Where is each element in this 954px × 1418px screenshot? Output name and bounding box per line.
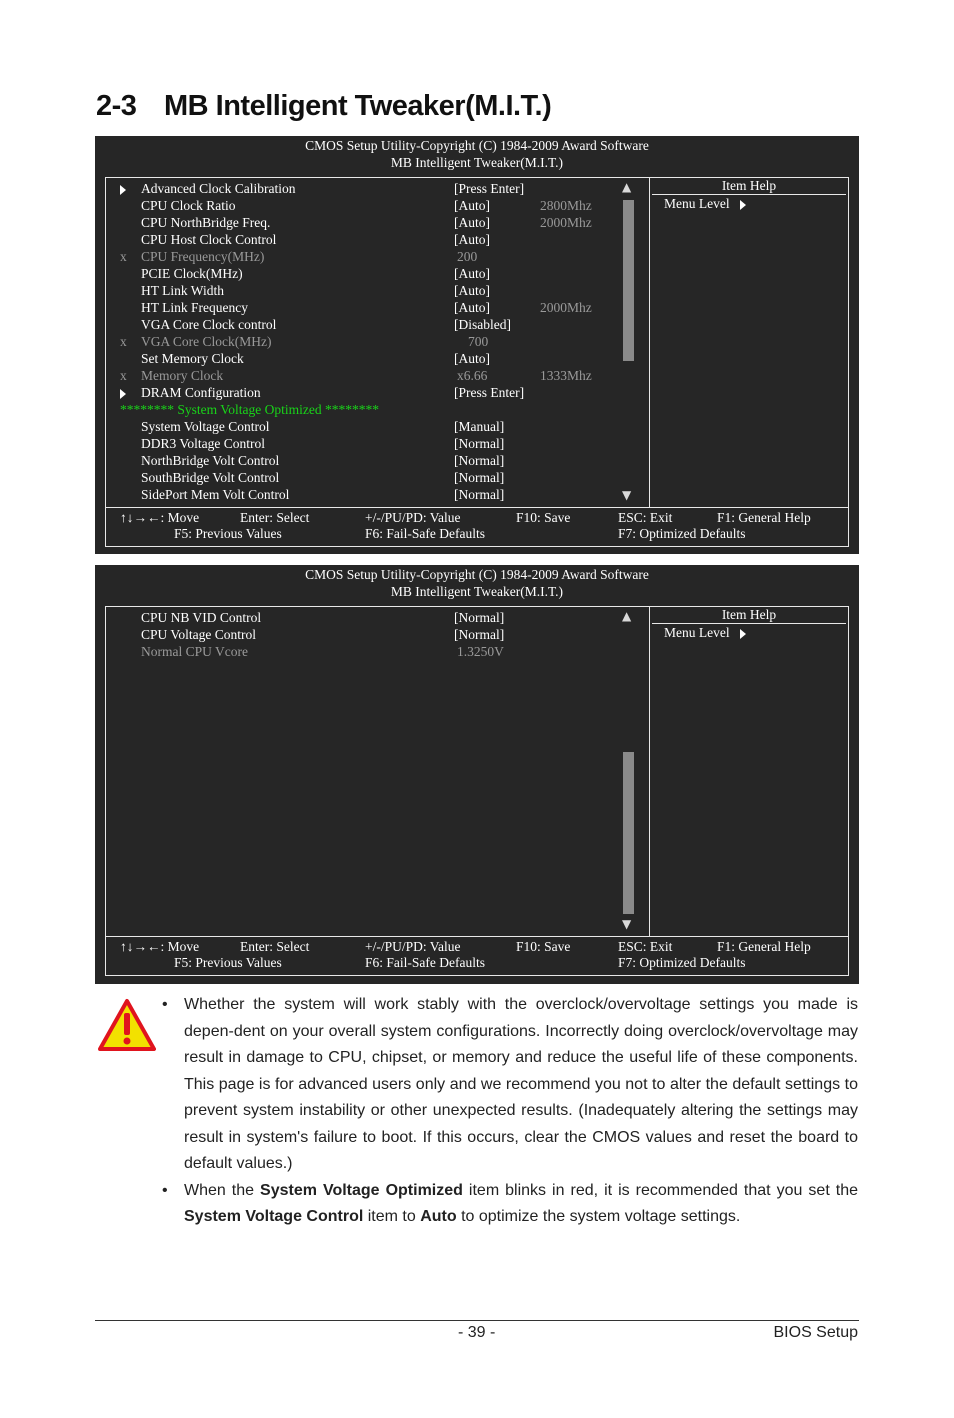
setting-label: Advanced Clock Calibration (141, 181, 296, 196)
key-failsafe: F6: Fail-Safe Defaults (365, 526, 485, 541)
setting-current-value: 1333Mhz (540, 368, 592, 383)
setting-label: NorthBridge Volt Control (141, 453, 280, 468)
bios-copyright: CMOS Setup Utility-Copyright (C) 1984-2009 Award Software (305, 567, 649, 582)
setting-value: [Auto] (454, 283, 490, 298)
bios-screen-1 (95, 136, 859, 554)
setting-label: CPU NB VID Control (141, 610, 262, 625)
divider (649, 607, 650, 936)
disabled-mark: x (120, 368, 127, 383)
bios-header (95, 565, 859, 600)
key-select: Enter: Select (240, 939, 310, 954)
setting-label: Memory Clock (141, 368, 224, 383)
setting-value: 200 (457, 249, 478, 264)
setting-label: Normal CPU Vcore (141, 644, 248, 659)
setting-value: [Auto] (454, 215, 490, 230)
note-overclock (162, 992, 858, 1178)
section-title: MB Intelligent Tweaker(M.I.T.) (164, 90, 552, 122)
page-title (96, 90, 551, 123)
setting-label: HT Link Width (141, 283, 224, 298)
setting-current-value: 2800Mhz (540, 198, 592, 213)
key-optimized: F7: Optimized Defaults (618, 955, 746, 970)
setting-label: PCIE Clock(MHz) (141, 266, 243, 281)
section-number: 2-3 (96, 90, 137, 122)
item-help-title: Item Help (652, 178, 846, 195)
disabled-mark: x (120, 249, 127, 264)
key-move: ↑↓→←: Move (120, 510, 200, 525)
setting-label: CPU Clock Ratio (141, 198, 236, 213)
setting-label: Set Memory Clock (141, 351, 244, 366)
setting-value: [Auto] (454, 198, 490, 213)
setting-value: [Normal] (454, 453, 505, 468)
bullet-icon: • (162, 996, 168, 1013)
scrollbar-thumb[interactable] (623, 200, 634, 361)
key-move: ↑↓→←: Move (120, 939, 200, 954)
setting-label: CPU Voltage Control (141, 627, 257, 642)
menu-level-label: Menu Level (664, 196, 730, 211)
note-voltage (162, 1178, 858, 1231)
note-text: item to (363, 1208, 421, 1225)
warning-notes (162, 992, 858, 1231)
note-bold: System Voltage Optimized (260, 1181, 463, 1199)
setting-value: 700 (468, 334, 489, 349)
key-optimized: F7: Optimized Defaults (618, 526, 746, 541)
setting-label: SidePort Mem Volt Control (141, 487, 290, 502)
note-bold: System Voltage Control (184, 1208, 364, 1225)
setting-value: [Auto] (454, 232, 490, 247)
bullet-icon: • (162, 1181, 168, 1199)
setting-value: x6.66 (457, 368, 488, 383)
setting-label: CPU Frequency(MHz) (141, 249, 265, 264)
setting-label: DDR3 Voltage Control (141, 436, 266, 451)
setting-label: ******** System Voltage Optimized ******** (120, 402, 379, 417)
note-bold: Auto (420, 1208, 457, 1225)
bios-main-frame (105, 606, 849, 937)
setting-value: [Normal] (454, 436, 505, 451)
menu-level-label: Menu Level (664, 625, 730, 640)
bios-menu-title: MB Intelligent Tweaker(M.I.T.) (390, 155, 564, 170)
bios-screen-2 (95, 565, 859, 984)
setting-label: VGA Core Clock(MHz) (141, 334, 272, 349)
setting-value: [Normal] (454, 627, 505, 642)
setting-label: DRAM Configuration (141, 385, 261, 400)
setting-label: System Voltage Control (141, 419, 270, 434)
setting-value: [Normal] (454, 610, 505, 625)
page-number: - 39 - (458, 1324, 496, 1341)
disabled-mark: x (120, 334, 127, 349)
setting-value: [Press Enter] (454, 181, 525, 196)
setting-label: SouthBridge Volt Control (141, 470, 280, 485)
key-value: +/-/PU/PD: Value (365, 939, 461, 954)
setting-value: [Manual] (454, 419, 505, 434)
setting-label: VGA Core Clock control (141, 317, 277, 332)
bios-copyright: CMOS Setup Utility-Copyright (C) 1984-2009 Award Software (305, 138, 649, 153)
bios-key-legend (105, 507, 849, 547)
triangle-right-icon (740, 629, 746, 639)
bios-key-legend (105, 936, 849, 976)
setting-value: [Auto] (454, 266, 490, 281)
scroll-down-icon[interactable]: ▼ (622, 917, 632, 931)
menu-level (664, 624, 746, 641)
setting-value: [Auto] (454, 351, 490, 366)
setting-value: [Disabled] (454, 317, 511, 332)
scroll-up-icon[interactable]: ▲ (622, 180, 632, 194)
setting-current-value: 2000Mhz (540, 300, 592, 315)
setting-value: [Press Enter] (454, 385, 525, 400)
key-help: F1: General Help (717, 939, 811, 954)
note-text: Whether the system will work stably with the overclock/overvoltage settings you made is depen-dent on your overall system configurations. Incorrectly doing overclock/overvoltage may result in damage to CPU, chipset, or memory and reduce the useful life of these components. This page is for advanced users only and we recommend you not to alter the default settings to prevent system instability or other unexpected results. (Inadequately altering the settings may result in system's failure to boot. If this occurs, clear the CMOS values and reset the board to default values.) (184, 996, 858, 1172)
setting-label: CPU Host Clock Control (141, 232, 277, 247)
scroll-up-icon[interactable]: ▲ (622, 609, 632, 623)
key-save: F10: Save (516, 510, 571, 525)
triangle-right-icon (740, 200, 746, 210)
bios-header (95, 136, 859, 171)
setting-value: [Auto] (454, 300, 490, 315)
bios-menu-title: MB Intelligent Tweaker(M.I.T.) (390, 584, 564, 599)
menu-level (664, 195, 746, 212)
divider (649, 178, 650, 507)
setting-value: [Normal] (454, 470, 505, 485)
setting-current-value: 2000Mhz (540, 215, 592, 230)
bios-main-frame (105, 177, 849, 508)
scroll-down-icon[interactable]: ▼ (622, 488, 632, 502)
setting-value: 1.3250V (457, 644, 504, 659)
key-select: Enter: Select (240, 510, 310, 525)
key-exit: ESC: Exit (618, 510, 673, 525)
key-help: F1: General Help (717, 510, 811, 525)
setting-label: CPU NorthBridge Freq. (141, 215, 271, 230)
scrollbar-thumb[interactable] (623, 752, 634, 914)
setting-value: [Normal] (454, 487, 505, 502)
submenu-arrow-icon (120, 180, 126, 197)
key-value: +/-/PU/PD: Value (365, 510, 461, 525)
setting-label: HT Link Frequency (141, 300, 248, 315)
submenu-arrow-icon (120, 384, 126, 401)
key-exit: ESC: Exit (618, 939, 673, 954)
key-failsafe: F6: Fail-Safe Defaults (365, 955, 485, 970)
key-previous: F5: Previous Values (174, 526, 282, 541)
footer-rule (95, 1320, 859, 1321)
section-name: BIOS Setup (773, 1324, 858, 1341)
note-text: to optimize the system voltage settings. (456, 1208, 741, 1225)
warning-icon (98, 998, 156, 1052)
key-save: F10: Save (516, 939, 571, 954)
key-previous: F5: Previous Values (174, 955, 282, 970)
note-text: When the (184, 1181, 261, 1199)
note-text: item blinks in red, it is recommended that you set the (462, 1181, 859, 1199)
item-help-title: Item Help (652, 607, 846, 624)
